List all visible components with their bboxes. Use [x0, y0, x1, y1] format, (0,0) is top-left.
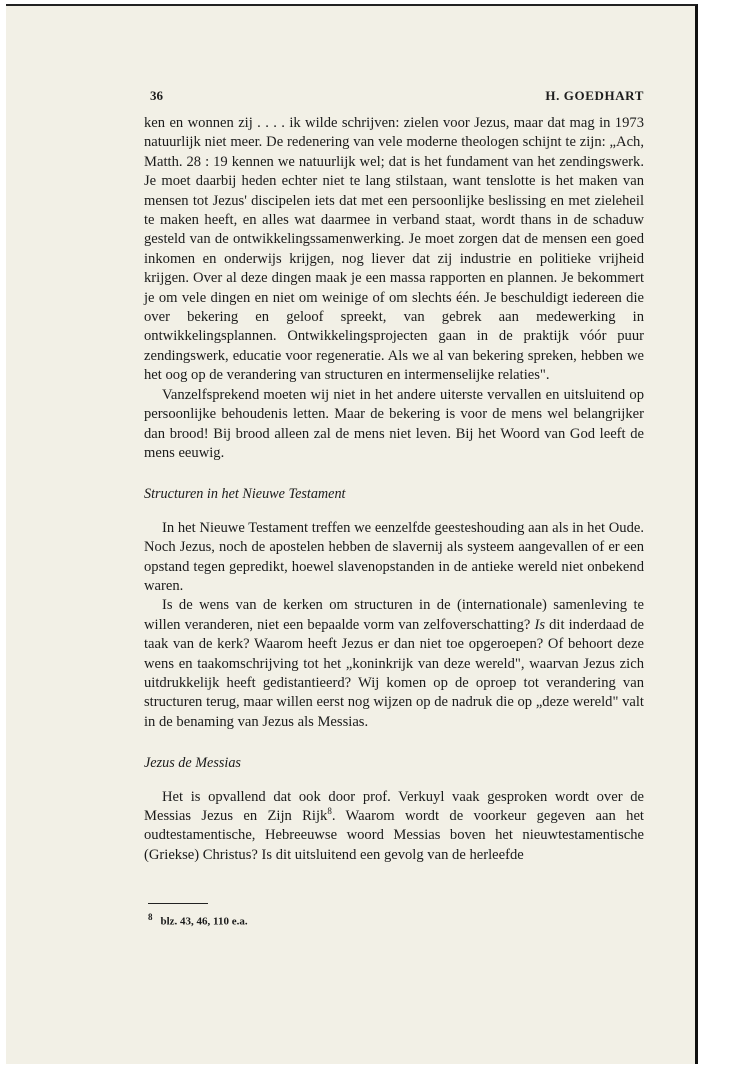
page-header: [142, 84, 646, 106]
page-number: 36: [150, 88, 163, 103]
paragraph: [144, 788, 644, 866]
paragraph-continuation: ken en wonnen zij . . . . ik wilde schrijven: zielen voor Jezus, maar dat mag in 1973 natuurlijk niet meer. De redenering van vele moderne theologen schijnt te zijn: „Ach, Matth. 28 : 19 kennen we natuurlijk wel; dat is het fundament van het zendingswerk. Je moet daarbij heden echter niet te lang stilstaan, want tenslotte is het maken van mensen tot Jezus' discipelen iets dat met een persoonlijke beslissing en met zieleheil te maken heeft, en alles wat daarmee in verband staat, wordt thans in de schaduw gesteld van de ontwikkelingssamenwerking. Je moet zorgen dat de mensen een goed inkomen en onderwijs krijgen, nog liever dat zij industrie en politieke vrijheid krijgen. Over al deze dingen maak je een massa rapporten en plannen. Je bekommert je om vele dingen en niet om weinige of om slechts één. Je beschuldigt iedereen die over bekering en geloof spreekt, van gebrek aan medewerking in ontwikkelingsplannen. Ontwikkelingsprojecten gaan in de praktijk vóór puur zendingswerk, educatie voor regeneratie. Als we al van bekering spreken, hebben we het oog op de verandering van structuren en intermenselijke relaties".: [144, 115, 644, 384]
footnote: [148, 903, 448, 928]
footnote-mark: 8: [148, 912, 153, 922]
paragraph: In het Nieuwe Testament treffen we eenzelfde geesteshouding aan als in het Oude. Noch Jezus, noch de apostelen hebben de slavernij als systeem aangevallen of er een opstand tegen gepredikt, hoewel slavenopstanden in de antieke wereld niet onbekend waren.: [144, 519, 644, 594]
body-text: [144, 114, 644, 865]
section-heading-structuren: Structuren in het Nieuwe Testament: [144, 486, 346, 503]
paragraph-text: . Waarom wordt de voorkeur gegeven aan het oudtestamentische, Hebreeuwse woord Messias boven het nieuwtestamentische (Griekse) Christus? Is dit uitsluitend een gevolg van de herleefde: [144, 808, 644, 863]
emphasis-word: Is: [534, 616, 546, 633]
paragraph-text: Is de wens van de kerken om structuren in de (internationale) samenleving te willen veranderen, niet een bepaalde vorm van zelfoverschatting?: [144, 597, 644, 633]
footnote-text: blz. 43, 46, 110 e.a.: [160, 915, 248, 928]
section-heading-messias: Jezus de Messias: [144, 755, 241, 772]
footnote-divider: [148, 903, 208, 904]
paragraph: [144, 596, 644, 732]
running-head-author: H. GOEDHART: [545, 88, 644, 103]
footnote-reference: 8: [327, 806, 332, 817]
paragraph-text: Het is opvallend dat ook door prof. Verkuyl vaak gesproken wordt over de Messias Jezus en Zijn Rijk: [144, 788, 644, 824]
paragraph-text: dit inderdaad de taak van de kerk? Waarom heeft Jezus er dan niet toe opgeroepen? Of behoort deze wens en taakomschrijving tot het „koninkrijk van deze wereld", waarvan Jezus zich uitdrukkelijk heeft gedistantieerd? Wij komen op de oproep tot verandering van structuren terug, maar willen eerst nog wijzen op de nadruk die op „deze wereld" valt in de benaming van Jezus als Messias.: [144, 616, 644, 730]
paragraph: Vanzelfsprekend moeten wij niet in het andere uiterste vervallen en uitsluitend op persoonlijke behoudenis letten. Maar de bekering is voor de mens wel belangrijker dan brood! Bij brood alleen zal de mens niet leven. Bij het Woord van God leeft de mens eeuwig.: [144, 386, 644, 461]
footnote-line: [148, 912, 448, 928]
